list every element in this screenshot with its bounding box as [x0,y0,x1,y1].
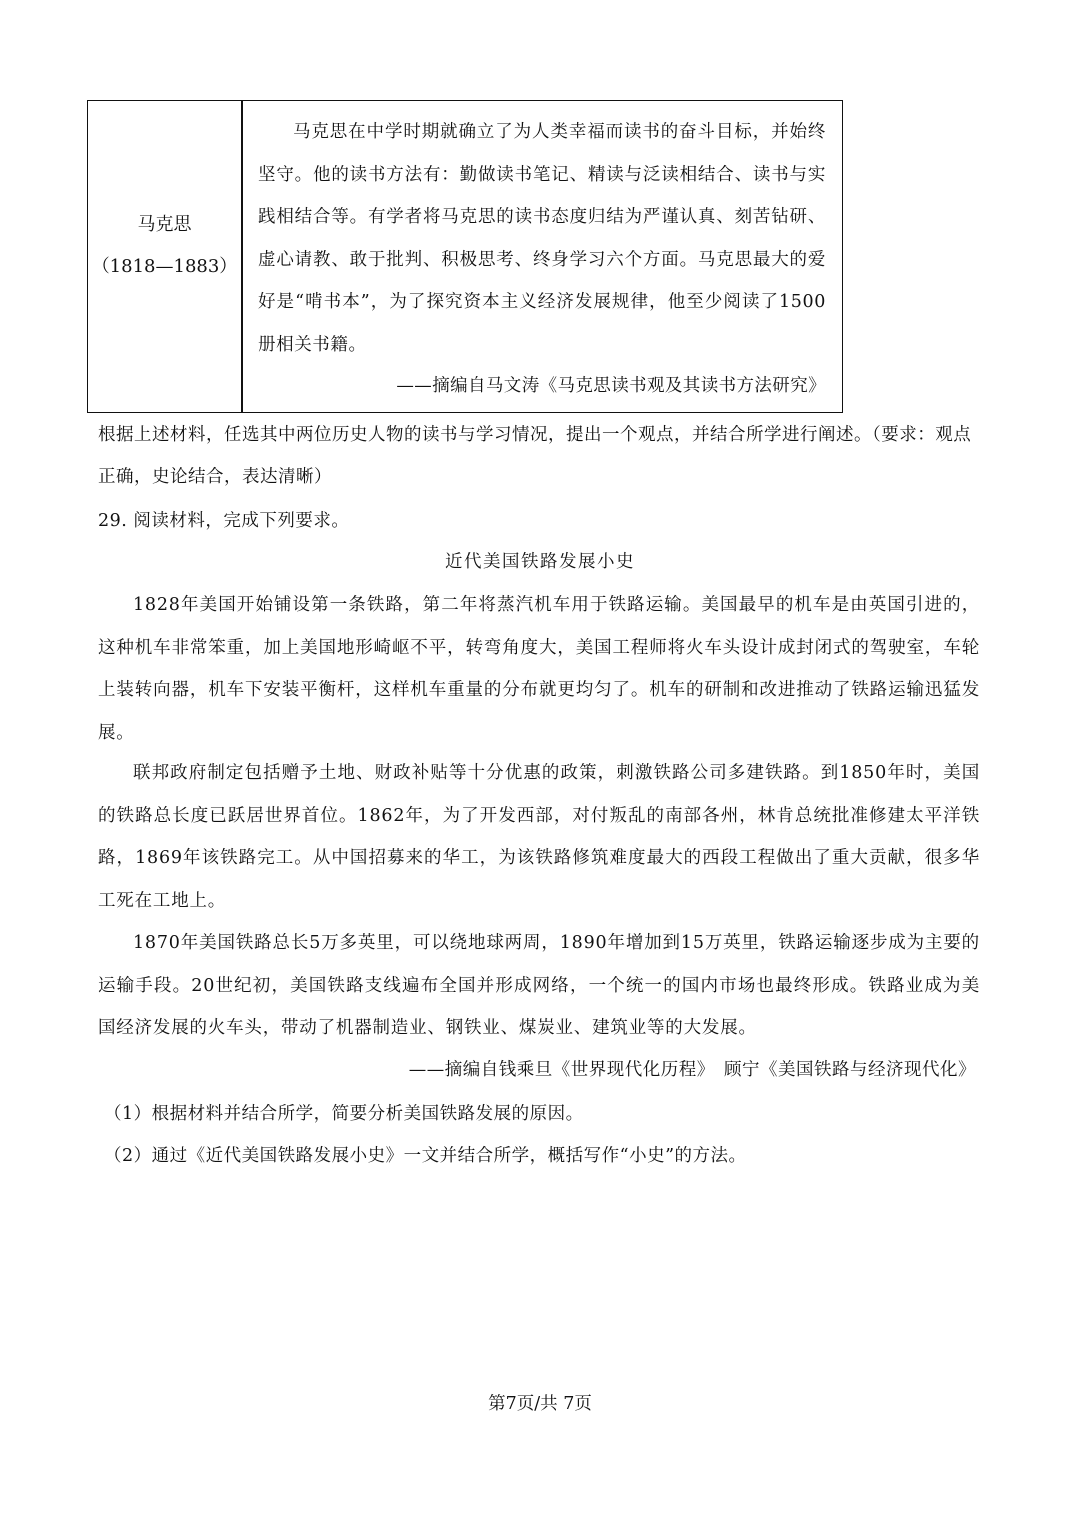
person-name: 马克思 [137,213,192,235]
material-text: 马克思在中学时期就确立了为人类幸福而读书的奋斗目标，并始终坚守。他的读书方法有：勤做读书笔记、精读与泛读相结合、读书与实践相结合等。有学者将马克思的读书态度归结为严谨认真、刻苦钻研、虚心请教、敢于批判、积极思考、终身学习六个方面。马克思最大的爱好是“啃书本”，为了探究资本主义经济发展规律，他至少阅读了1500册相关书籍。 [258,122,826,355]
article-source: ——摘编自钱乘旦《世界现代化历程》 顾宁《美国铁路与经济现代化》 [408,1060,976,1080]
task-28: 根据上述材料，任选其中两位历史人物的读书与学习情况，提出一个观点，并结合所学进行阐述。（要求：观点正确，史论结合，表达清晰） [98,425,972,487]
table-divider [241,101,243,412]
sub-question-1: （1）根据材料并结合所学，简要分析美国铁路发展的原因。 [104,1104,584,1124]
material-table [87,100,843,413]
question-29-heading: 29. 阅读材料，完成下列要求。 [98,511,350,531]
person-cell [88,101,241,412]
material-source: ——摘编自马文涛《马克思读书观及其读书方法研究》 [396,376,826,396]
person-years: （1818—1883） [91,255,238,277]
article-paragraph-3: 1870年美国铁路总长5万多英里，可以绕地球两周，1890年增加到15万英里，铁路运输逐步成为主要的运输手段。20世纪初，美国铁路支线遍布全国并形成网络，一个统一的国内市场也最终形成。铁路业成为美国经济发展的火车头，带动了机器制造业、钢铁业、煤炭业、建筑业等的大发展。 [98,933,980,1038]
article-paragraph-1: 1828年美国开始铺设第一条铁路，第二年将蒸汽机车用于铁路运输。美国最早的机车是由英国引进的，这种机车非常笨重，加上美国地形崎岖不平，转弯角度大，美国工程师将火车头设计成封闭式的驾驶室，车轮上装转向器，机车下安装平衡杆，这样机车重量的分布就更均匀了。机车的研制和改进推动了铁路运输迅猛发展。 [98,595,980,743]
page-footer: 第7页/共 7页 [488,1394,592,1414]
article-paragraph-2: 联邦政府制定包括赠予土地、财政补贴等十分优惠的政策，刺激铁路公司多建铁路。到1850年时，美国的铁路总长度已跃居世界首位。1862年，为了开发西部，对付叛乱的南部各州，林肯总统批准修建太平洋铁路，1869年该铁路完工。从中国招募来的华工，为该铁路修筑难度最大的西段工程做出了重大贡献，很多华工死在工地上。 [98,763,980,911]
article-title: 近代美国铁路发展小史 [445,552,635,572]
sub-question-2: （2）通过《近代美国铁路发展小史》一文并结合所学，概括写作“小史”的方法。 [104,1146,747,1166]
